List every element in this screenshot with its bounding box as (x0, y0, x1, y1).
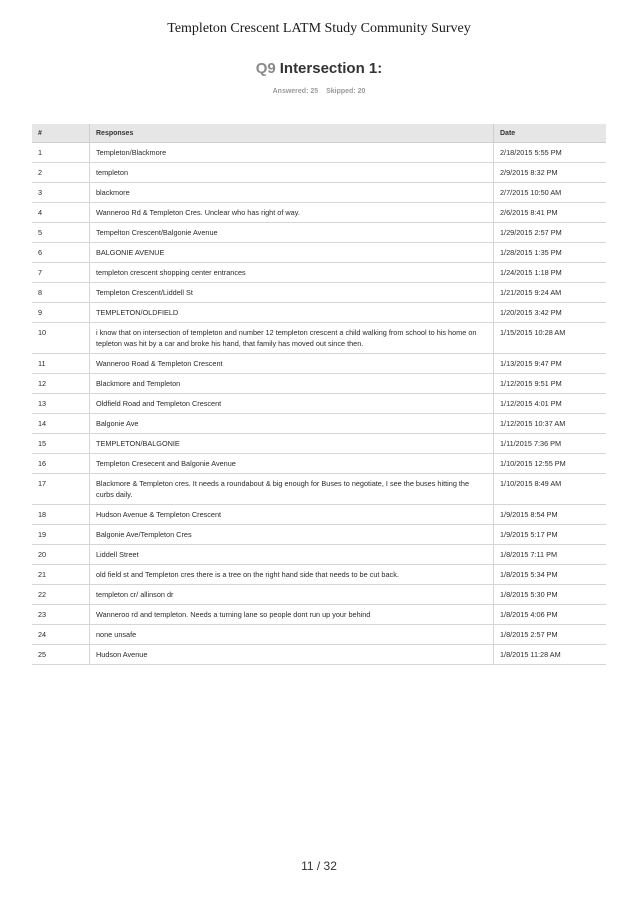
row-date: 2/18/2015 5:55 PM (494, 143, 607, 163)
table-row (32, 183, 606, 203)
table-row (32, 525, 606, 545)
page-header-title: Templeton Crescent LATM Study Community Survey (167, 21, 471, 36)
row-response: Templeton/Blackmore (90, 143, 494, 163)
row-date: 1/12/2015 4:01 PM (494, 394, 607, 414)
row-response: none unsafe (90, 625, 494, 645)
row-number: 16 (32, 454, 90, 474)
row-number: 2 (32, 163, 90, 183)
row-date: 1/12/2015 9:51 PM (494, 374, 607, 394)
row-number: 23 (32, 605, 90, 625)
row-response: TEMPLETON/BALGONIE (90, 434, 494, 454)
row-number: 20 (32, 545, 90, 565)
table-row (32, 605, 606, 625)
row-date: 1/8/2015 2:57 PM (494, 625, 607, 645)
row-response: Balgonie Ave (90, 414, 494, 434)
row-number: 10 (32, 323, 90, 354)
row-number: 25 (32, 645, 90, 665)
row-date: 1/8/2015 5:30 PM (494, 585, 607, 605)
row-number: 13 (32, 394, 90, 414)
table-row (32, 625, 606, 645)
row-date: 1/12/2015 10:37 AM (494, 414, 607, 434)
table-row (32, 263, 606, 283)
table-row (32, 565, 606, 585)
row-response: templeton cr/ allinson dr (90, 585, 494, 605)
column-header-date: Date (494, 124, 607, 143)
row-number: 22 (32, 585, 90, 605)
table-row (32, 283, 606, 303)
row-response: BALGONIE AVENUE (90, 243, 494, 263)
row-date: 2/9/2015 8:32 PM (494, 163, 607, 183)
table-row (32, 585, 606, 605)
question-text: Intersection 1: (279, 60, 383, 77)
row-response: Hudson Avenue & Templeton Crescent (90, 505, 494, 525)
row-number: 15 (32, 434, 90, 454)
row-date: 1/24/2015 1:18 PM (494, 263, 607, 283)
column-header-number: # (32, 124, 90, 143)
row-response: Blackmore & Templeton cres. It needs a roundabout & big enough for Buses to negotiate, I see the buses hitting the curbs daily. (90, 474, 494, 505)
row-number: 19 (32, 525, 90, 545)
row-number: 7 (32, 263, 90, 283)
question-number: Q9 (255, 60, 276, 77)
row-number: 11 (32, 354, 90, 374)
row-response: Tempelton Crescent/Balgonie Avenue (90, 223, 494, 243)
row-number: 21 (32, 565, 90, 585)
responses-table (32, 124, 606, 665)
row-response: TEMPLETON/OLDFIELD (90, 303, 494, 323)
row-date: 1/8/2015 5:34 PM (494, 565, 607, 585)
row-response: i know that on intersection of templeton and number 12 templeton crescent a child walking from school to his home on tepleton was hit by a car and broke his hand, that family has moved out since then. (90, 323, 494, 354)
row-date: 2/6/2015 8:41 PM (494, 203, 607, 223)
table-row (32, 434, 606, 454)
table-row (32, 163, 606, 183)
table-body (32, 143, 606, 665)
page-number: 11 / 32 (301, 859, 337, 873)
row-number: 14 (32, 414, 90, 434)
row-response: Hudson Avenue (90, 645, 494, 665)
answered-count: Answered: 25 (272, 88, 319, 95)
row-date: 1/8/2015 4:06 PM (494, 605, 607, 625)
column-header-responses: Responses (90, 124, 494, 143)
table-row (32, 374, 606, 394)
row-date: 1/9/2015 8:54 PM (494, 505, 607, 525)
row-response: Wanneroo Rd & Templeton Cres. Unclear who has right of way. (90, 203, 494, 223)
table-header-row (32, 124, 606, 143)
table-row (32, 223, 606, 243)
row-date: 1/11/2015 7:36 PM (494, 434, 607, 454)
row-response: Oldfield Road and Templeton Crescent (90, 394, 494, 414)
table-row (32, 354, 606, 374)
answer-stats (0, 88, 638, 95)
row-date: 1/29/2015 2:57 PM (494, 223, 607, 243)
row-date: 1/15/2015 10:28 AM (494, 323, 607, 354)
table-row (32, 323, 606, 354)
row-date: 1/10/2015 8:49 AM (494, 474, 607, 505)
row-date: 1/13/2015 9:47 PM (494, 354, 607, 374)
table-row (32, 143, 606, 163)
row-number: 1 (32, 143, 90, 163)
row-response: old field st and Templeton cres there is a tree on the right hand side that needs to be cut back. (90, 565, 494, 585)
table-row (32, 303, 606, 323)
row-date: 2/7/2015 10:50 AM (494, 183, 607, 203)
row-response: Liddell Street (90, 545, 494, 565)
row-date: 1/10/2015 12:55 PM (494, 454, 607, 474)
row-response: Balgonie Ave/Templeton Cres (90, 525, 494, 545)
row-response: Templeton Crescent/Liddell St (90, 283, 494, 303)
table-row (32, 203, 606, 223)
row-date: 1/20/2015 3:42 PM (494, 303, 607, 323)
row-number: 24 (32, 625, 90, 645)
row-response: blackmore (90, 183, 494, 203)
row-number: 17 (32, 474, 90, 505)
row-response: templeton (90, 163, 494, 183)
row-response: templeton crescent shopping center entrances (90, 263, 494, 283)
table-row (32, 243, 606, 263)
table-row (32, 474, 606, 505)
table-row (32, 394, 606, 414)
row-date: 1/21/2015 9:24 AM (494, 283, 607, 303)
row-number: 3 (32, 183, 90, 203)
row-number: 12 (32, 374, 90, 394)
table-row (32, 545, 606, 565)
table-row (32, 414, 606, 434)
row-number: 6 (32, 243, 90, 263)
row-date: 1/8/2015 11:28 AM (494, 645, 607, 665)
row-number: 5 (32, 223, 90, 243)
row-number: 8 (32, 283, 90, 303)
row-number: 18 (32, 505, 90, 525)
row-response: Templeton Cresecent and Balgonie Avenue (90, 454, 494, 474)
table-row (32, 505, 606, 525)
row-date: 1/28/2015 1:35 PM (494, 243, 607, 263)
row-date: 1/8/2015 7:11 PM (494, 545, 607, 565)
row-response: Blackmore and Templeton (90, 374, 494, 394)
table-row (32, 645, 606, 665)
question-title (0, 60, 638, 77)
row-date: 1/9/2015 5:17 PM (494, 525, 607, 545)
row-number: 4 (32, 203, 90, 223)
skipped-count: Skipped: 20 (326, 88, 366, 95)
row-number: 9 (32, 303, 90, 323)
table-row (32, 454, 606, 474)
row-response: Wanneroo rd and templeton. Needs a turning lane so people dont run up your behind (90, 605, 494, 625)
row-response: Wanneroo Road & Templeton Crescent (90, 354, 494, 374)
